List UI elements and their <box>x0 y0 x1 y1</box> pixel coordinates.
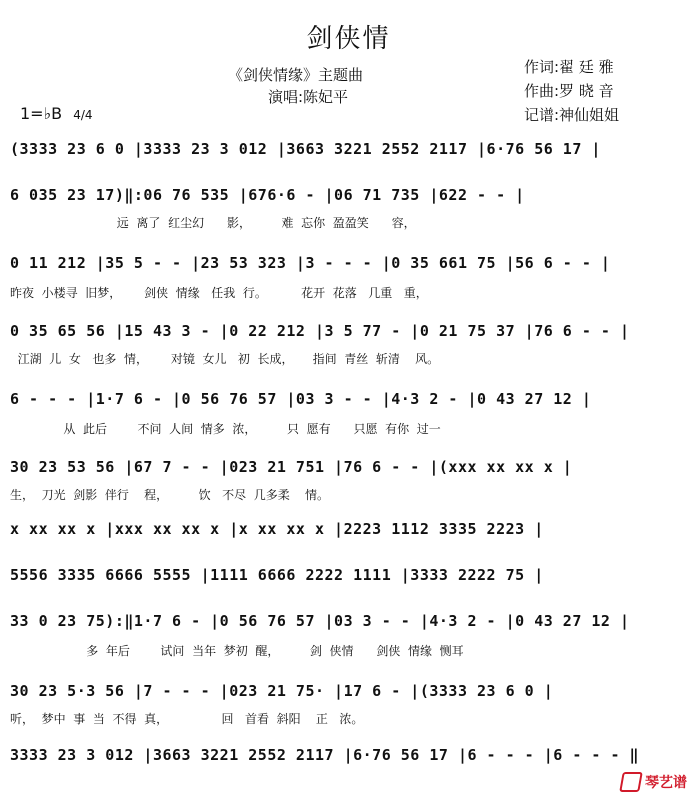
score-line-9-lyrics: 多 年后 试问 当年 梦初 醒， 剑 侠情 剑侠 情缘 恻耳 <box>10 644 464 658</box>
time-signature: 4/4 <box>73 108 93 122</box>
score-line-5-notes: 6 - - - |1·7 6 - |0 56 76 57 |03 3 - - |4·3 2 - |0 43 27 12 | <box>10 390 592 408</box>
lyricist-credit: 作词:翟 廷 雅 <box>524 58 614 76</box>
score-line-9-notes: 33 0 23 75):‖1·7 6 - |0 56 76 57 |03 3 - - |4·3 2 - |0 43 27 12 | <box>10 612 630 630</box>
score-line-4-lyrics: 江湖 儿 女 也多 情， 对镜 女儿 初 长成， 指间 青丝 斩清 风。 <box>10 352 440 366</box>
singer-credit: 演唱:陈妃平 <box>268 88 349 106</box>
composer-credit: 作曲:罗 晓 音 <box>524 82 614 100</box>
score-line-6-notes: 30 23 53 56 |67 7 - - |023 21 751 |76 6 - - |(xxx xx xx x | <box>10 458 573 476</box>
logo-text: 琴艺谱 <box>645 775 687 791</box>
score-line-6-lyrics: 生， 刀光 剑影 伴行 程， 饮 不尽 几多柔 情。 <box>10 488 329 502</box>
logo-icon <box>619 772 643 792</box>
transcriber-credit: 记谱:神仙姐姐 <box>524 106 620 124</box>
score-line-3-notes: 0 11 212 |35 5 - - |23 53 323 |3 - - - |0 35 661 75 |56 6 - - | <box>10 254 611 272</box>
subtitle: 《剑侠情缘》主题曲 <box>228 66 364 84</box>
score-line-4-notes: 0 35 65 56 |15 43 3 - |0 22 212 |3 5 77 - |0 21 75 37 |76 6 - - | <box>10 322 630 340</box>
score-line-2-lyrics: 远 离了 红尘幻 影， 难 忘你 盈盈笑 容， <box>10 216 416 230</box>
site-logo <box>621 772 687 792</box>
score-line-10-lyrics: 听， 梦中 事 当 不得 真， 回 首看 斜阳 正 浓。 <box>10 712 364 726</box>
score-line-1-notes: (3333 23 6 0 |3333 23 3 012 |3663 3221 2552 2117 |6·76 56 17 | <box>10 140 601 158</box>
score-line-7-notes: x xx xx x |xxx xx xx x |x xx xx x |2223 1112 3335 2223 | <box>10 520 544 538</box>
score-line-8-notes: 5556 3335 6666 5555 |1111 6666 2222 1111 |3333 2222 75 | <box>10 566 544 584</box>
key-signature <box>20 104 93 123</box>
page-title: 剑侠情 <box>306 24 391 54</box>
score-line-3-lyrics: 昨夜 小楼寻 旧梦， 剑侠 情缘 任我 行。 花开 花落 几重 重， <box>10 286 428 300</box>
score-line-11-notes: 3333 23 3 012 |3663 3221 2552 2117 |6·76 56 17 |6 - - - |6 - - - ‖ <box>10 746 640 764</box>
score-line-10-notes: 30 23 5·3 56 |7 - - - |023 21 75· |17 6 - |(3333 23 6 0 | <box>10 682 554 700</box>
score-line-5-lyrics: 从 此后 不问 人间 情多 浓， 只 愿有 只愿 有你 过一 <box>10 422 441 436</box>
key-label: 1=♭B <box>20 104 63 123</box>
score-line-2-notes: 6 035 23 17)‖:06 76 535 |676·6 - |06 71 735 |622 - - | <box>10 186 525 204</box>
